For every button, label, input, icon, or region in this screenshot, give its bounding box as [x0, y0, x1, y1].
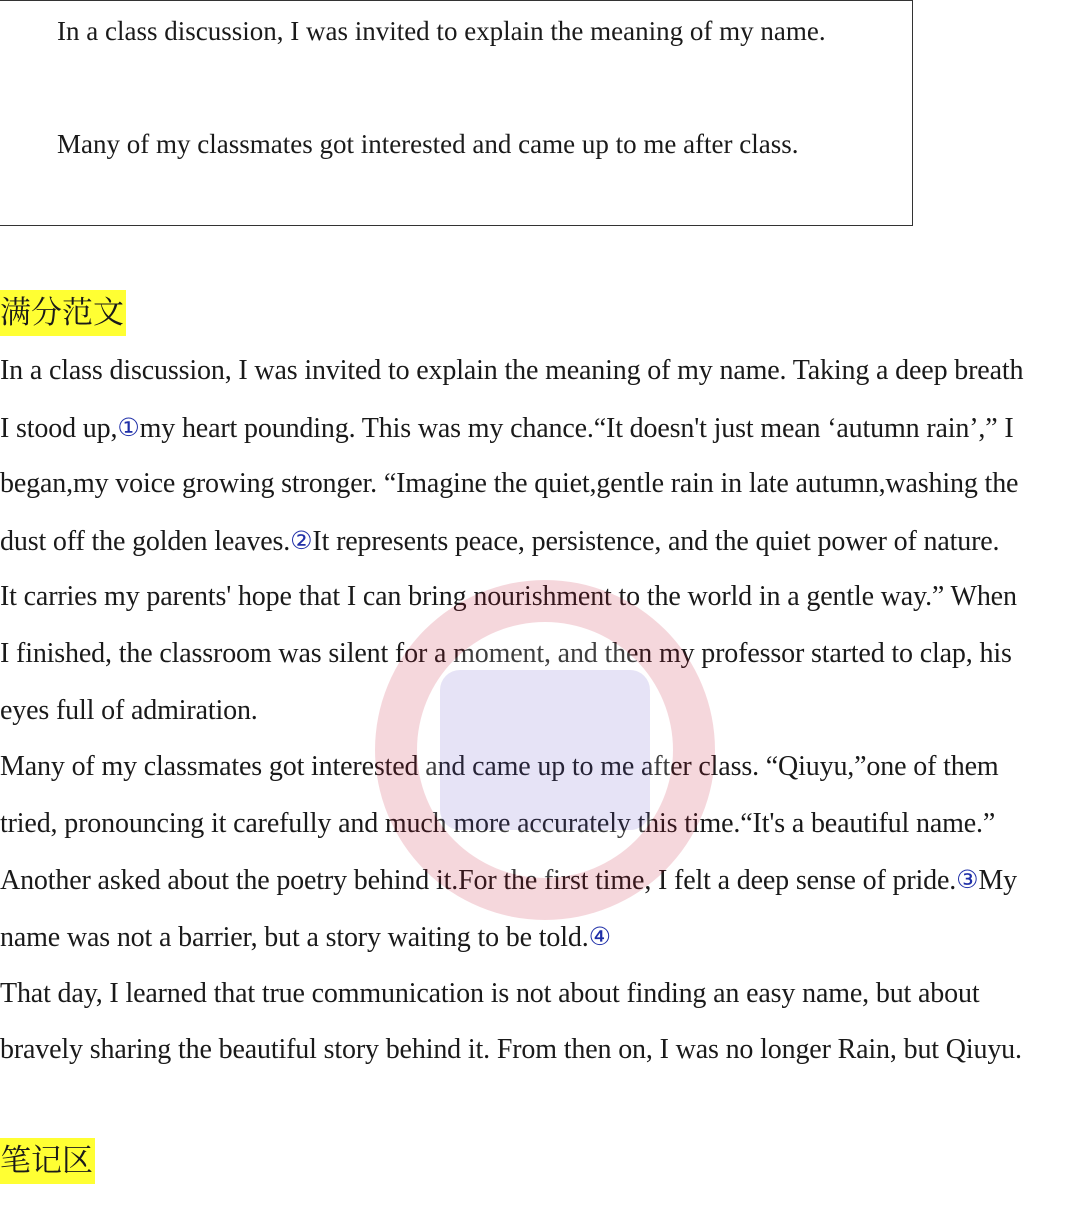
essay-text: Another asked about the poetry behind it.For the first time, I felt a deep sense of pride.: [0, 865, 957, 897]
prompt-line-2: Many of my classmates got interested and came up to me after class.: [57, 129, 799, 159]
prompt-line-1: In a class discussion, I was invited to explain the meaning of my name.: [57, 16, 826, 46]
essay-text: My: [978, 865, 1017, 897]
essay-text: Many of my classmates got interested and came up to me after class. “Qiuyu,”one of them: [0, 751, 999, 783]
essay-line: [0, 689, 1080, 746]
circled-number-marker: ③: [956, 865, 979, 895]
essay-line: [0, 972, 1080, 1029]
essay-line: [0, 349, 1080, 406]
essay-line: [0, 519, 1080, 576]
essay-text: dust off the golden leaves.: [0, 525, 291, 557]
prompt-box: [0, 0, 913, 226]
essay-text: began,my voice growing stronger. “Imagine the quiet,gentle rain in late autumn,washing the: [0, 468, 1019, 500]
essay-line: [0, 575, 1080, 632]
essay-text: my heart pounding. This was my chance.“It doesn't just mean ‘autumn rain’,” I: [139, 412, 1014, 444]
essay-text: eyes full of admiration.: [0, 694, 258, 726]
essay-body: [0, 349, 1080, 1085]
essay-text: It represents peace, persistence, and the quiet power of nature.: [312, 525, 1000, 557]
essay-line: [0, 802, 1080, 859]
essay-text: I finished, the classroom was silent for a moment, and then my professor started to clap, his: [0, 637, 1012, 669]
essay-line: [0, 406, 1080, 463]
essay-text: It carries my parents' hope that I can bring nourishment to the world in a gentle way.” When: [0, 581, 1017, 613]
essay-text: tried, pronouncing it carefully and much more accurately this time.“It's a beautiful name.”: [0, 807, 996, 839]
essay-text: That day, I learned that true communication is not about finding an easy name, but about: [0, 977, 980, 1009]
essay-line: [0, 858, 1080, 915]
circled-number-marker: ④: [588, 921, 611, 951]
notes-heading: 笔记区: [0, 1138, 95, 1184]
circled-number-marker: ②: [290, 525, 313, 555]
essay-text: In a class discussion, I was invited to explain the meaning of my name. Taking a deep breath: [0, 355, 1024, 386]
essay-text: bravely sharing the beautiful story behind it. From then on, I was no longer Rain, but Qiuyu.: [0, 1034, 1022, 1066]
circled-number-marker: ①: [117, 412, 140, 442]
essay-text: name was not a barrier, but a story waiting to be told.: [0, 921, 589, 953]
essay-line: [0, 915, 1080, 972]
essay-text: I stood up,: [0, 412, 118, 444]
essay-line: [0, 462, 1080, 519]
essay-heading: 满分范文: [0, 290, 126, 336]
essay-line: [0, 632, 1080, 689]
essay-line: [0, 745, 1080, 802]
essay-line: [0, 1028, 1080, 1085]
